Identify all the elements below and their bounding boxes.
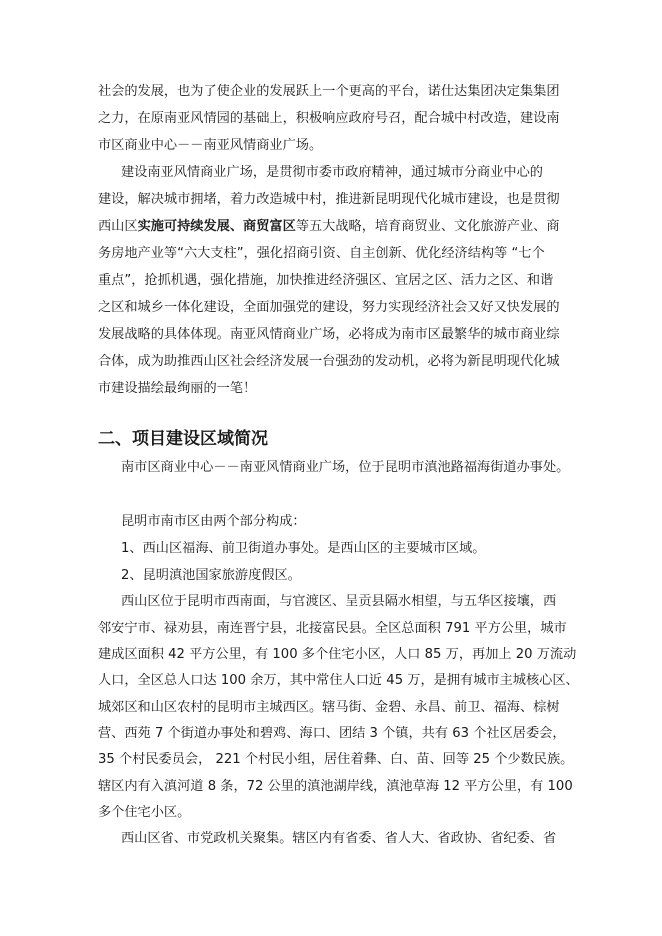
bold-phrase: 实施可持续发展、商贸富区 — [137, 219, 296, 234]
paragraph-line: 社会的发展，也为了使企业的发展跃上一个更高的平台，诺仕达集团决定集集团 — [98, 84, 560, 99]
paragraph-line: 市建设描绘最绚丽的一笔！ — [98, 381, 257, 396]
paragraph-line: 昆明市南市区由两个部分构成： — [121, 514, 306, 529]
paragraph-line: 建设南亚风情商业广场，是贯彻市委市政府精神，通过城市分商业中心的 — [121, 165, 543, 180]
paragraph-line: 务房地产业等“六大支柱”，强化招商引资、自主创新、优化经济结构等 “七个 — [98, 246, 545, 261]
paragraph-line: 之区和城乡一体化建设，全面加强党的建设，努力实现经济社会又好又快发展的 — [98, 300, 560, 315]
paragraph-line: 建成区面积 42 平方公里，有 100 多个住宅小区，人口 85 万，再加上 20 万流动 — [98, 647, 577, 662]
text-span: 西山区 — [98, 219, 138, 234]
paragraph-line: 之力，在原南亚风情园的基础上，积极响应政府号召，配合城中村改造，建设南 — [98, 111, 560, 126]
paragraph-line: 南市区商业中心－－南亚风情商业广场，位于昆明市滇池路福海街道办事处。 — [121, 460, 570, 475]
paragraph-line: 辖区内有入滇河道 8 条，72 公里的滇池湖岸线，滇池草海 12 平方公里，有 100 — [98, 779, 573, 794]
list-item: 1、西山区福海、前卫街道办事处。是西山区的主要城市区域。 — [121, 541, 486, 556]
paragraph-line: 重点”，抢抓机遇，强化措施，加快推进经济强区、宜居之区、活力之区、和谐 — [98, 273, 554, 288]
paragraph-line: 邻安宁市、禄劝县，南连晋宁县，北接富民县。全区总面积 791 平方公里，城市 — [98, 621, 567, 636]
text-span: 等五大战略，培育商贸业、文化旅游产业、商 — [295, 219, 560, 234]
paragraph-line: 人口，全区总人口达 100 余万，其中常住人口近 45 万，是拥有城市主城核心区、 — [98, 673, 579, 688]
list-item: 2、昆明滇池国家旅游度假区。 — [121, 568, 301, 583]
paragraph-line: 市区商业中心－－南亚风情商业广场。 — [98, 138, 323, 153]
section-heading: 二、项目建设区域简况 — [98, 429, 268, 449]
paragraph-line: 发展战略的具体体现。南亚风情商业广场，必将成为南市区最繁华的城市商业综 — [98, 327, 560, 342]
paragraph-line: 合体，成为助推西山区社会经济发展一台强劲的发动机，必将为新昆明现代化城 — [98, 354, 560, 369]
paragraph-line — [98, 219, 560, 235]
paragraph-line: 35 个村民委员会， 221 个村民小组，居住着彝、白、苗、回等 25 个少数民族。 — [98, 752, 574, 767]
paragraph-line: 城郊区和山区农村的昆明市主城西区。辖马街、金碧、永昌、前卫、福海、棕树 — [98, 700, 560, 715]
paragraph-line: 西山区省、市党政机关聚集。辖区内有省委、省人大、省政协、省纪委、省 — [121, 831, 557, 846]
paragraph-line: 西山区位于昆明市西南面，与官渡区、呈贡县隔水相望，与五华区接壤，西 — [121, 594, 557, 609]
paragraph-line: 营、西苑 7 个街道办事处和碧鸡、海口、团结 3 个镇，共有 63 个社区居委会， — [98, 726, 566, 741]
paragraph-line: 多个住宅小区。 — [98, 805, 191, 820]
paragraph-line: 建设，解决城市拥堵，着力改造城中村，推进新昆明现代化城市建设，也是贯彻 — [98, 192, 560, 207]
